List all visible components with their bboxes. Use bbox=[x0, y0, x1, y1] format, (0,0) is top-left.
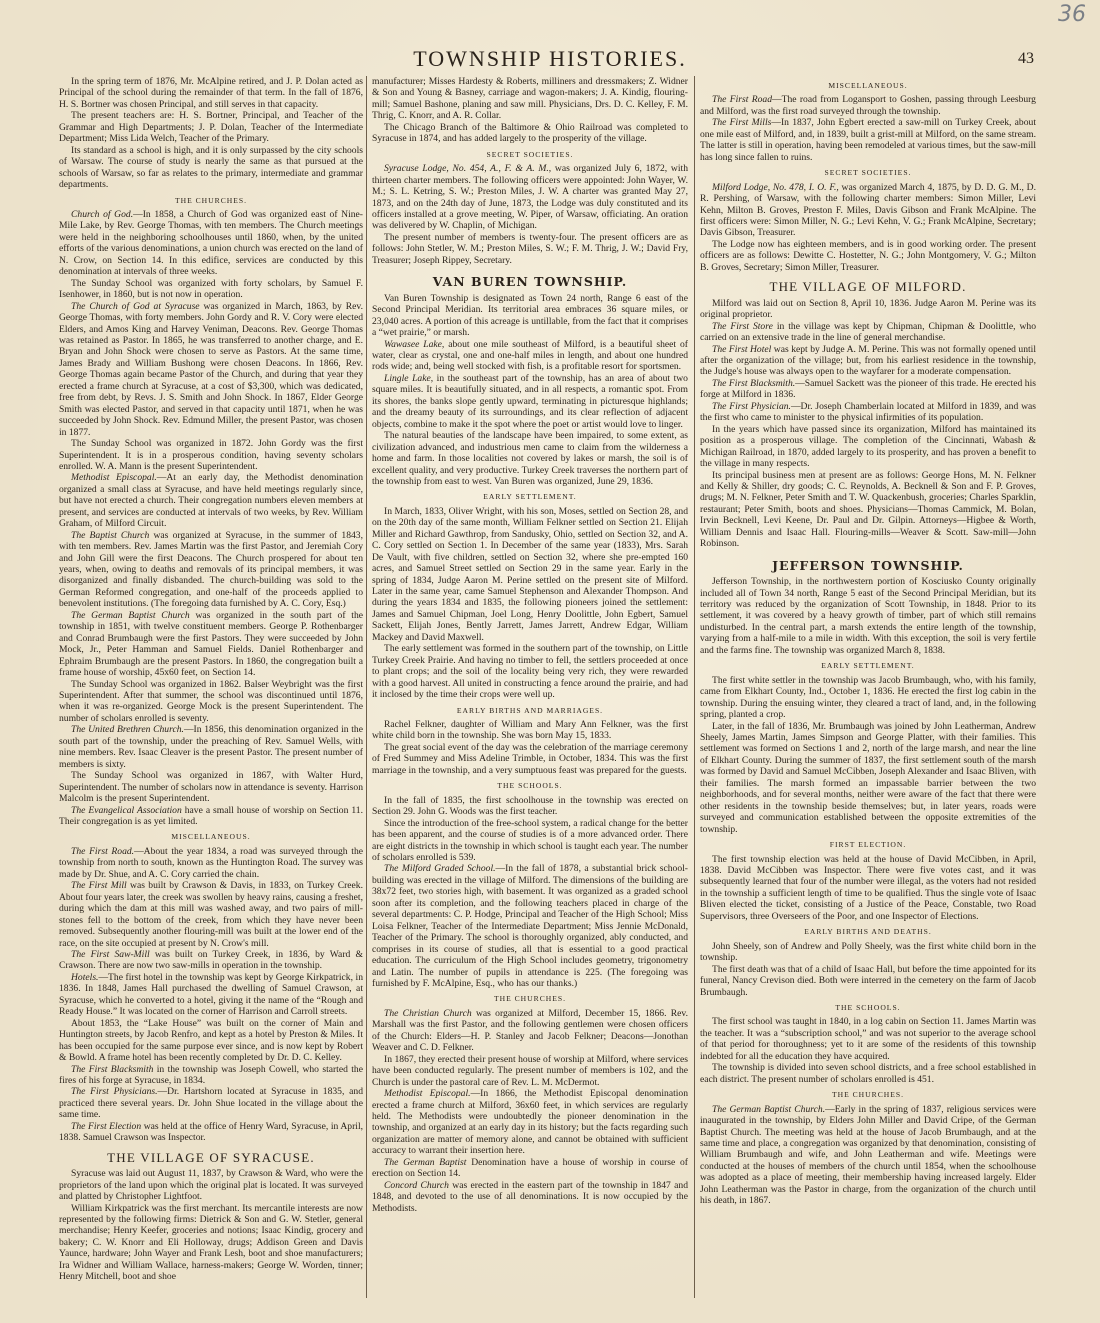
paragraph-text: In the spring term of 1876, Mr. McAlpine retired, and J. P. Dolan acted as Principal of the school during the remainder of that term. In the fall of 1876, H. S. Bortner was chosen Principal, and still serves in that capacity. bbox=[59, 76, 363, 110]
paragraph-lead: Syracuse Lodge, No. 454, A., F. & A. M., bbox=[384, 163, 552, 175]
paragraph bbox=[372, 430, 688, 487]
paragraph-lead: Hotels. bbox=[71, 971, 99, 983]
paragraph-text: have a small house of worship on Section 11. Their congregation is as yet limited. bbox=[59, 804, 363, 827]
paragraph bbox=[59, 805, 363, 828]
paragraph bbox=[59, 1018, 363, 1064]
paragraph-text: The Chicago Branch of the Baltimore & Ohio Railroad was completed to Syracuse in 1874, and has added largely to the prosperity of the village. bbox=[372, 121, 688, 145]
paragraph-lead: Lingle Lake, bbox=[384, 372, 434, 384]
paragraph-text: was organized in March, 1863, by Rev. George Thomas, with forty members. John Gordy and R. V. Cory were elected Elders, and Amos King and Harvey Veniman, Deacons. Rev. George Thomas was retained as Pastor. In 1865, he was transferred to another charge, and E. Bryan and John Shock were chosen to serve as Pastors. At the same time, James Brady and William Bushong were chosen Deacons. In 1866, Rev. George Thomas again became Pastor of the Church, and during that year they erected a frame church at Syracuse, at a cost of $3,300, which was dedicated, free from debt, by Revs. J. S. Smith and John Shock. In 1867, Elder George Smith was elected Pastor, and served in that capacity until 1871, when he was succeeded by John Shock. Rev. Edmund Miller, the present Pastor, was chosen in 1877. bbox=[59, 300, 363, 438]
paragraph-text: The Sunday School was organized in 1862. Balser Weybright was the first Superintendent. After that summer, the school was discontinued until 1876, when it was re-organized. George Mock is the present Superintendent. The number of scholars enrolled is seventy. bbox=[59, 678, 363, 724]
paragraph-lead: The First Saw-Mill bbox=[71, 948, 150, 960]
section-subheading: EARLY BIRTHS AND MARRIAGES. bbox=[456, 705, 604, 715]
paragraph-text: —In 1837, John Egbert erected a saw-mill on Turkey Creek, about one mile east of Milford, and, in 1839, built a grist-mill at Milford, on the same stream. The latter is still in operation, having been remodeled at various times, but the saw-mill has long since fallen to ruins. bbox=[700, 117, 1036, 163]
text-column-right bbox=[700, 76, 1036, 1311]
paragraph bbox=[700, 470, 1036, 550]
column-divider bbox=[694, 76, 695, 1298]
paragraph-text: The first school was taught in 1840, in a log cabin on Section 11. James Martin was the teacher. It was a “subscription school,” and was not superior to the average school of that period for thoroughness; yet to it are some of the residents of this township indebted for all the education they have acquired. bbox=[700, 1016, 1036, 1062]
paragraph bbox=[59, 949, 363, 972]
paragraph-text: In the years which have passed since its organization, Milford has maintained its position as a prosperous village. The completion of the Cincinnati, Wabash & Michigan Railroad, in 1870, added largely to its prosperity, and has proven a benefit to the village in many respects. bbox=[700, 423, 1036, 470]
paragraph-text: —Dr. Hartshorn located at Syracuse in 1835, and practiced there several years. Dr. John Shue located in the village about the same time. bbox=[59, 1086, 363, 1121]
paragraph bbox=[59, 472, 363, 529]
paragraph-text: was built by Crawson & Davis, in 1833, on Turkey Creek. About four years later, the creek was swollen by heavy rains, causing a freshet, during which the dam at this mill was washed away, and two pairs of mill-stones fell to the bottom of the creek, from which they have never been removed. Subsequently another flouring-mill was built at the lower end of the race, on the site occupied at present by N. Crow's mill. bbox=[59, 880, 363, 949]
paragraph-lead: The First Physicians. bbox=[71, 1086, 158, 1098]
paragraph-text: was built on Turkey Creek, in 1836, by Ward & Crawson. There are now two saw-mills in operation in the township. bbox=[59, 948, 363, 972]
paragraph bbox=[59, 278, 363, 301]
paragraph-lead: The Evangelical Association bbox=[71, 804, 182, 816]
paragraph-lead: Church of God. bbox=[71, 208, 134, 220]
paragraph bbox=[372, 339, 688, 373]
paragraph-text: Later, in the fall of 1836, Mr. Brumbaugh was joined by John Leatherman, Andrew Sheely, James Martin, James Simpson and George Platter, with their families. This settlement was formed on Sections 1 and 2, north of the large marsh, and near the line of Elkhart County. During the summer of 1837, the first settlement south of the marsh was formed by David and Samuel McCibben, Joseph Alexander and Isaac Bliven, with their families. The marsh formed an impassable barrier between the two neighborhoods, and for several months, neither were aware of the fact that there were other residents in the township beside themselves; but, in later years, roads were surveyed and communication established between the opposite extremities of the township. bbox=[700, 720, 1036, 835]
paragraph bbox=[700, 117, 1036, 163]
paragraph-text: was organized at Syracuse, in the summer of 1843, with ten members. Rev. James Martin was the first Pastor, and Jeremiah Cory and John Gill were the first Deacons. The Church prospered for about ten years, when, owing to deaths and removals of its principal members, it was disorganized and finally disbanded. The church-building was sold to the German Reformed congregation, and one-half of the proceeds applied to benevolent institutions. (The foregoing data furnished by A. C. Cory, Esq.) bbox=[59, 529, 363, 610]
paragraph-lead: Methodist Episcopal. bbox=[384, 1088, 471, 1100]
paragraph bbox=[59, 1121, 363, 1144]
paragraph-text: The early settlement was formed in the southern part of the township, on Little Turkey Creek Prairie. And having no timber to fell, the settlers proceeded at once to plant crops; and the soil of the locality being very rich, they were rewarded with a good harvest. All united in constructing a fence around the prairie, and had it inclosed by the time their crops were well up. bbox=[372, 643, 688, 701]
paragraph bbox=[59, 110, 363, 144]
paragraph bbox=[59, 1203, 363, 1283]
paragraph-text: In March, 1833, Oliver Wright, with his son, Moses, settled on Section 28, and on the 20th day of the same month, William Felkner settled on Section 21. Elijah Miller and Richard Gawthrop, from Sandusky, Ohio, settled on Section 32, and A. C. Cory settled on Section 1. In December of the same year (1833), Mrs. Sarah De Vault, with five children, settled on Section 32, where she pre-empted 160 acres, and Samuel Street settled on Section 29 in the same year. Early in the spring of 1834, Judge Aaron M. Perine settled on the present site of Milford. Later in the same year, came Samuel Stephenson and Alexander Thompson. And during the years 1834 and 1835, the following pioneers joined the settlement: James and Samuel Chipman, Joel Long, Henry Doolittle, John Egbert, Samuel Sackett, Elijah Jones, Bently Jarrett, James Jarrett, Andrew Edgar, William Mackey and David Maxwell. bbox=[372, 505, 688, 643]
paragraph-text: Milford was laid out on Section 8, April 10, 1836. Judge Aaron M. Perine was its original proprietor. bbox=[700, 297, 1036, 321]
paragraph bbox=[59, 972, 363, 1018]
paragraph bbox=[700, 1104, 1036, 1207]
paragraph bbox=[59, 846, 363, 880]
paragraph-text: The natural beauties of the landscape have been impaired, to some extent, as civilization advanced, and industrious men came to claim from the wilderness a home and farm. In those localities not covered by lakes or marsh, the soil is of excellent quality, and very productive. Turkey Creek traverses the northern part of the township from east to west. Van Buren was organized, June 29, 1836. bbox=[372, 430, 688, 487]
paragraph bbox=[372, 1157, 688, 1180]
paragraph bbox=[372, 719, 688, 742]
paragraph-text: The present teachers are: H. S. Bortner, Principal, and Teacher of the Grammar and High Departments; J. P. Dolan, Teacher of the Intermediate Department; Miss Lida Welch, Teacher of the Primary. bbox=[59, 110, 363, 145]
section-subheading: EARLY SETTLEMENT. bbox=[483, 492, 577, 502]
paragraph-lead: The United Brethren Church. bbox=[71, 724, 184, 736]
section-subheading: THE CHURCHES. bbox=[493, 994, 567, 1004]
paragraph-text: in the village was kept by Chipman, Chipman & Doolittle, who carried on an extensive trade in the line of general merchandise. bbox=[700, 320, 1036, 344]
paragraph bbox=[372, 232, 688, 266]
paragraph-text: Its standard as a school is high, and it is only surpassed by the city schools of Warsaw. The course of study is nearly the same as that pursued at the schools of Warsaw, so far as relates to the primary, intermediate and grammar departments. bbox=[59, 144, 363, 191]
paragraph-text: The Sunday School was organized with forty scholars, by Samuel F. Isenhower, in 1860, but is not now in operation. bbox=[59, 277, 363, 301]
paragraph bbox=[372, 163, 688, 232]
paragraph-lead: Methodist Episcopal. bbox=[71, 472, 157, 484]
paragraph-text: The Lodge now has eighteen members, and is in good working order. The present officers are as follows: Dewitte C. Hostetter, N. G.; John Montgomery, V. G.; Milton B. Groves, Secretary; Simon Miller, Treasurer. bbox=[700, 238, 1036, 273]
paragraph-lead: The First Road. bbox=[71, 845, 135, 857]
paragraph bbox=[700, 1016, 1036, 1062]
paragraph bbox=[700, 854, 1036, 923]
section-subheading: THE SCHOOLS. bbox=[497, 781, 563, 791]
paragraph bbox=[372, 1088, 688, 1157]
paragraph bbox=[700, 576, 1036, 656]
paragraph-lead: The First Election bbox=[71, 1120, 142, 1132]
paragraph-lead: The First Road bbox=[712, 94, 772, 106]
paragraph bbox=[59, 724, 363, 770]
paragraph bbox=[700, 344, 1036, 378]
paragraph bbox=[372, 1054, 688, 1088]
paragraph-text: was organized in the south part of the township in 1851, with twelve constituent members. George P. Rothenbarger and Conrad Brumbaugh were the first Pastors. They were succeeded by John Mock, Jr., Peter Hamman and Samuel Fields. Daniel Rothenbarger and Ephraim Brumbaugh are the present Pastors. In 1860, the congregation built a frame house of worship, 45x60 feet, on Section 14. bbox=[59, 609, 363, 679]
paragraph-text: was held at the office of Henry Ward, Syracuse, in April, 1838. Samuel Crawson was Inspector. bbox=[59, 1120, 363, 1144]
paragraph-text: Its principal business men at present are as follows: George Hons, M. N. Felkner and Kelly & Shiller, dry goods; C. C. Reynolds, A. Becknell & Son and F. P. Groves, drugs; M. N. Felkner, Peter Smith and T. W. Quackenbush, groceries; Charles Sparklin, restaurant; Peter Smith, boots and shoes. Physicians—Thomas Cammick, M. Bolan, Irvin Becknell, Levi Keene, Dr. Paul and Dr. Gilpin. Attorneys—Higbee & Worth, William Dennis and Isaac Hall. Flouring-mills—Weaver & Scott. Saw-mill—John Robinson. bbox=[700, 469, 1036, 550]
text-column-middle bbox=[372, 76, 688, 1311]
paragraph-lead: The German Baptist Church. bbox=[712, 1103, 826, 1115]
paragraph-text: The first township election was held at the house of David McCibben, in April, 1838. David McCibben was Inspector. There were five votes cast, and it was subsequently learned that four of the number were illegal, as the voters had not resided in the township a sufficient length of time to be qualified. Thus the single vote of Isaac Bliven elected the ticket, consisting of a Justice of the Peace, Constable, two Road Supervisors, three Overseers of the Poor, and one Inspector of Elections. bbox=[700, 853, 1036, 922]
paragraph-text: manufacturer; Misses Hardesty & Roberts, milliners and dressmakers; Z. Widner & Son and Young & Basney, carriage and wagon-makers; J. A. Kindig, flouring-mill; Samuel Bashone, planing and saw mill. Physicians, Drs. D. C. Kelley, F. M. Thrig, C. Knorr, and A. R. Collar. bbox=[372, 76, 688, 122]
paragraph-lead: The Baptist Church bbox=[71, 529, 150, 541]
paragraph bbox=[372, 643, 688, 700]
paragraph bbox=[700, 239, 1036, 273]
paragraph-lead: Concord Church bbox=[384, 1179, 449, 1191]
paragraph bbox=[372, 863, 688, 989]
paragraph-text: The present number of members is twenty-four. The present officers are as follows: John Stetler, W. M.; Preston Miles, S. W.; F. M. Thrig, J. W.; David Fry, Treasurer; Joseph Rippey, Secretary. bbox=[372, 231, 688, 266]
section-subheading: SECRET SOCIETIES. bbox=[824, 168, 912, 178]
paragraph-lead: The First Blacksmith bbox=[71, 1063, 154, 1075]
text-column-left bbox=[59, 76, 363, 1311]
paragraph-text: In 1867, they erected their present house of worship at Milford, where services have been conducted regularly. The present number of members is 102, and the Church is under the pastoral care of Rev. L. M. McDermot. bbox=[372, 1053, 688, 1088]
paragraph bbox=[700, 378, 1036, 401]
paragraph-text: —In the fall of 1878, a substantial brick school-building was erected in the village of Milford. The dimensions of the building are 38x72 feet, two stories high, with basement. It was organized as a graded school soon after its completion, and the following teachers placed in charge of the several departments: C. P. Hodge, Principal and Teacher of the High School; Miss Loisa Felkner, Teacher of the Intermediate Department; Miss Jennie McDonald, Teacher of the Primary. The school is thoroughly organized, ably conducted, and comprises in its course of studies, all that is essential to a good practical education. The curriculum of the High School includes geometry, trigonometry and Latin. The number of pupils in attendance is 225. (The foregoing was furnished by F. McAlpine, Esq., who has our thanks.) bbox=[372, 863, 688, 989]
column-divider bbox=[366, 76, 367, 1298]
paragraph-lead: The First Physician. bbox=[712, 400, 791, 412]
paragraph bbox=[372, 795, 688, 818]
section-subheading: MISCELLANEOUS. bbox=[171, 832, 251, 842]
paragraph bbox=[372, 122, 688, 145]
paragraph-text: In the fall of 1835, the first schoolhouse in the township was erected on Section 29. John G. Woods was the first teacher. bbox=[372, 794, 688, 818]
paragraph bbox=[700, 964, 1036, 998]
section-subheading: THE SCHOOLS. bbox=[835, 1002, 901, 1012]
paragraph-text: —Samuel Sackett was the pioneer of this trade. He erected his forge at Milford in 1836. bbox=[700, 377, 1036, 401]
paragraph-text: was erected in the eastern part of the township in 1847 and 1848, and devoted to the use of all denominations. It is now occupied by the Methodists. bbox=[372, 1179, 688, 1214]
section-heading: THE VILLAGE OF SYRACUSE. bbox=[107, 1149, 315, 1165]
paragraph-text: Rachel Felkner, daughter of William and Mary Ann Felkner, was the first white child born in the township. She was born May 15, 1833. bbox=[372, 719, 688, 742]
paragraph-text: Jefferson Township, in the northwestern portion of Kosciusko County originally included all of Town 34 north, Range 5 east of the Second Principal Meridian, but its territory was reduced by the organization of Scott Township, in 1848. Prior to its settlement, it was covered by a heavy growth of timber, part of which still remains undisturbed. In the central part, a marsh extends the entire length of the township, varying from a half-mile to a mile in width. With this exception, the soil is very fertile and the farms fine. The township was organized March 8, 1838. bbox=[700, 576, 1036, 656]
township-heading: JEFFERSON TOWNSHIP. bbox=[772, 557, 964, 573]
paragraph-text: was kept by Judge A. M. Perine. This was not formally opened until after the organization of the village; but, from his earliest residence in the township, the Judge's house was always open to the wayfarer for a moderate compensation. bbox=[700, 343, 1036, 378]
paragraph-text: Since the introduction of the free-school system, a radical change for the better has been apparent, and the course of studies is of a more advanced order. There are eight districts in the township in which school is taught each year. The number of scholars enrolled is 539. bbox=[372, 817, 688, 863]
section-heading: THE VILLAGE OF MILFORD. bbox=[769, 279, 967, 295]
paragraph-lead: The First Mill bbox=[71, 880, 127, 892]
paragraph-text: John Sheely, son of Andrew and Polly Sheely, was the first white child born in the township. bbox=[700, 940, 1036, 964]
paragraph bbox=[700, 94, 1036, 117]
section-subheading: FIRST ELECTION. bbox=[829, 840, 907, 850]
paragraph-text: —About the year 1834, a road was surveyed through the township from north to south, known as the Huntington Road. The survey was made by Dr. Shue, and A. C. Cory carried the chain. bbox=[59, 845, 363, 880]
paragraph-text: —The road from Logansport to Goshen, passing through Leesburg and Milford, was the first road surveyed through the township. bbox=[700, 94, 1036, 117]
paragraph bbox=[372, 506, 688, 643]
paragraph-lead: The Christian Church bbox=[384, 1007, 472, 1019]
paragraph-lead: The Milford Graded School. bbox=[384, 863, 496, 875]
paragraph bbox=[700, 941, 1036, 964]
paragraph-text: Denomination have a house of worship in course of erection on Section 14. bbox=[372, 1156, 688, 1180]
paragraph-lead: The First Store bbox=[712, 320, 773, 332]
paragraph bbox=[372, 818, 688, 864]
paragraph-lead: Wawasee Lake, bbox=[384, 338, 445, 350]
paragraph-text: —In 1858, a Church of God was organized east of Nine-Mile Lake, by Rev. George Thomas, with ten members. The Church meetings were held in the neighboring schoolhouses until 1860, when, by the united efforts of the various denominations, a union church was erected on the land of N. Crow, on Section 14. In this edifice, services are conducted by this denomination at intervals of three weeks. bbox=[59, 208, 363, 278]
paragraph bbox=[372, 76, 688, 122]
paragraph bbox=[59, 145, 363, 191]
section-subheading: SECRET SOCIETIES. bbox=[486, 149, 574, 159]
paragraph bbox=[372, 1180, 688, 1214]
paragraph bbox=[700, 675, 1036, 721]
paragraph-text: —Dr. Joseph Chamberlain located at Milford in 1839, and was the first who came to minister to the physical infirmities of its population. bbox=[700, 400, 1036, 424]
paragraph bbox=[372, 373, 688, 430]
paragraph bbox=[59, 1086, 363, 1120]
paragraph-text: The first white settler in the township was Jacob Brumbaugh, who, with his family, came from Elkhart County, Ind., October 1, 1836. He erected the first log cabin in the township. During the ensuing winter, they cleared a tract of land, and, in the following spring, planted a crop. bbox=[700, 674, 1036, 721]
paragraph-lead: The First Hotel bbox=[712, 343, 772, 355]
paragraph bbox=[59, 770, 363, 804]
paragraph-text: was organized July 6, 1872, with thirteen charter members. The following officers were appointed: John Wayer, W. M.; S. L. Ketring, S. W.; Preston Miles, J. W. A charter was granted May 27, 1873, and on the 24th day of June, 1873, the Lodge was duly constituted and its officers installed at a grove meeting, W. Piper, of Warsaw, officiating. An oration was delivered by W. Chaplin, of Michigan. bbox=[372, 163, 688, 232]
paragraph bbox=[59, 610, 363, 679]
township-heading: VAN BUREN TOWNSHIP. bbox=[432, 274, 628, 290]
paragraph bbox=[700, 298, 1036, 321]
section-subheading: EARLY BIRTHS AND DEATHS. bbox=[804, 927, 932, 937]
paragraph-text: —The first hotel in the township was kept by George Kirkpatrick, in 1836. In 1848, James Hall purchased the dwelling of Samuel Crawson, at Syracuse, which he converted to a hotel, giving it the name of the “Rough and Ready House.” It was located on the corner of Harrison and Carroll streets. bbox=[59, 971, 363, 1018]
paragraph-text: —Early in the spring of 1837, religious services were inaugurated in the township, by Elders John Miller and David Cripe, of the German Baptist Church. The meeting was held at the house of Jacob Brumbaugh, and at the same time and place, a congregation was organized by that denomination, consisting of William Brumbaugh and wife, and John Leatherman and wife. Meetings were conducted at the houses of members of the church until 1854, when the schoolhouse was adopted as a place of meeting, their membership having increased largely. Elder John Leatherman was the Pastor in charge, from the organization of the church until his death, in 1867. bbox=[700, 1103, 1036, 1207]
paragraph-lead: Milford Lodge, No. 478, I. O. F., bbox=[712, 181, 839, 193]
paragraph bbox=[372, 293, 688, 339]
paragraph bbox=[59, 880, 363, 949]
page-title: TOWNSHIP HISTORIES. bbox=[413, 46, 687, 71]
paragraph bbox=[59, 679, 363, 725]
paragraph-lead: The First Mills bbox=[712, 117, 772, 129]
paragraph-text: in the township was Joseph Cowell, who started the fires of his forge at Syracuse, in 1834. bbox=[59, 1063, 363, 1086]
paragraph bbox=[700, 321, 1036, 344]
paragraph-lead: The German Baptist Church bbox=[71, 609, 190, 621]
section-subheading: MISCELLANEOUS. bbox=[828, 81, 908, 90]
paragraph-text: The Sunday School was organized in 1867, with Walter Hurd, Superintendent. The number of scholars now in attendance is seventy. Harrison Malcolm is the present Superintendent. bbox=[59, 770, 363, 805]
paragraph-text: was organized at Milford, December 15, 1866. Rev. Marshall was the first Pastor, and the following gentlemen were chosen officers of the Church: Elders—H. P. Stanley and Jacob Felkner; Deacons—Jonothan Weaver and C. D. Felkner. bbox=[372, 1007, 688, 1054]
pencil-annotation: 36 bbox=[1058, 2, 1086, 27]
paragraph-text: The Sunday School was organized in 1872. John Gordy was the first Superintendent. It is in a prosperous condition, having seventy scholars enrolled. W. A. Mann is the present Superintendent. bbox=[59, 438, 363, 472]
paragraph-text: was organized March 4, 1875, by D. D. G. M., D. R. Pershing, of Warsaw, with the following charter members: Simon Miller, Levi Kehn, Milton B. Groves, Preston F. Miles, Davis Gibson and Frank McAlpine. The first officers were: Simon Miller, N. G.; Levi Kehn, V. G.; Frank McAlpine, Secretary; Davis Gibson, Treasurer. bbox=[700, 181, 1036, 239]
paragraph-text: The first death was that of a child of Isaac Hall, but before the time appointed for its funeral, Nancy Crevison died. Both were interred in the cemetery on the farm of Jacob Brumbaugh. bbox=[700, 963, 1036, 998]
paragraph bbox=[59, 301, 363, 438]
paragraph-text: —In 1866, the Methodist Episcopal denomination erected a frame church at Milford, 36x60 feet, in which services are regularly held. The Methodists were undoubtedly the pioneer denomination in the township, and organized at an early day in its history; but the facts regarding such organization are matter of memory alone, and cannot be obtained with sufficient accuracy to warrant their insertion here. bbox=[372, 1088, 688, 1157]
paragraph bbox=[59, 530, 363, 610]
section-subheading: THE CHURCHES. bbox=[831, 1090, 905, 1100]
paragraph-text: William Kirkpatrick was the first merchant. Its mercantile interests are now represented by the following firms: Dietrick & Son and G. W. Stetler, general merchandise; Henry Keefer, groceries and notions; Isaac Kindig, grocery and bakery; C. W. Knorr and Eli Holloway, drugs; Addison Green and Davis Yaunce, hardware; John Wayer and Frank Lesh, boot and shoe manufacturers; Ira Widner and William Wallace, harness-makers; George W. Worden, tinner; Henry Mitchell, boot and shoe bbox=[59, 1202, 363, 1283]
paragraph-lead: The First Blacksmith. bbox=[712, 377, 796, 389]
paragraph-text: in the southeast part of the township, has an area of about two square miles. It is beautifully situated, and in all respects, a romantic spot. From its shores, the banks slope gently upward, terminating in picturesque highlands; and the dreamy beauty of its surroundings, and its clear reflection of adjacent objects, combine to make it the spot where the poet or artist would love to linger. bbox=[372, 372, 688, 430]
paragraph bbox=[372, 1008, 688, 1054]
section-subheading: THE CHURCHES. bbox=[174, 195, 248, 205]
paragraph bbox=[59, 76, 363, 110]
page-number: 43 bbox=[1018, 50, 1034, 67]
paragraph-text: The great social event of the day was the celebration of the marriage ceremony of Fred Summey and Miss Adeline Trimble, in October, 1834. This was the first marriage in the township, and a very sumptuous feast was prepared for the guests. bbox=[372, 741, 688, 776]
paragraph bbox=[59, 209, 363, 278]
section-subheading: EARLY SETTLEMENT. bbox=[821, 661, 915, 671]
paragraph-text: Syracuse was laid out August 11, 1837, by Crawson & Ward, who were the proprietors of the land upon which the original plat is located. It was surveyed and platted by Christopher Lightfoot. bbox=[59, 1168, 363, 1203]
paragraph bbox=[59, 438, 363, 472]
paragraph-text: —In 1856, this denomination organized in the south part of the township, under the preaching of Rev. Samuel Wells, with nine members. Rev. Isaac Cleaver is the present Pastor. The present number of members is sixty. bbox=[59, 724, 363, 770]
paragraph bbox=[700, 182, 1036, 239]
paragraph bbox=[372, 742, 688, 776]
paragraph bbox=[700, 424, 1036, 470]
paragraph bbox=[59, 1064, 363, 1087]
paragraph-lead: The Church of God at Syracuse bbox=[71, 300, 200, 312]
paragraph bbox=[59, 1168, 363, 1202]
paragraph-text: —At an early day, the Methodist denomination organized a small class at Syracuse, and have held meetings regularly since, but have not erected a church. Their congregation numbers eleven members at present, and services are conducted at intervals of two weeks, by Rev. William Graham, of Milford Circuit. bbox=[59, 472, 363, 530]
paragraph-lead: The German Baptist bbox=[384, 1156, 467, 1168]
paragraph bbox=[700, 721, 1036, 836]
paragraph-text: About 1853, the “Lake House” was built on the corner of Main and Huntington streets, by Jacob Renfro, and kept as a hotel by Preston & Miles. It has been occupied for the same purpose ever since, and is now kept by Robert & Bowld. A frame hotel has been recently completed by Dr. D. C. Kelley. bbox=[59, 1017, 363, 1064]
paragraph-text: Van Buren Township is designated as Town 24 north, Range 6 east of the Second Principal Meridian. Its territorial area embraces 36 square miles, or 23,040 acres. A portion of this acreage is untillable, from the fact that it comprises a “wet prairie,” or marsh. bbox=[372, 292, 688, 339]
paragraph-text: about one mile southeast of Milford, is a beautiful sheet of water, clear as crystal, one and one-half miles in length, and about one hundred rods wide; and, being well stocked with fish, is a profitable resort for sportsmen. bbox=[372, 338, 688, 373]
paragraph bbox=[700, 401, 1036, 424]
paragraph bbox=[700, 1062, 1036, 1085]
paragraph-text: The township is divided into seven school districts, and a free school established in each district. The present number of scholars enrolled is 451. bbox=[700, 1062, 1036, 1085]
